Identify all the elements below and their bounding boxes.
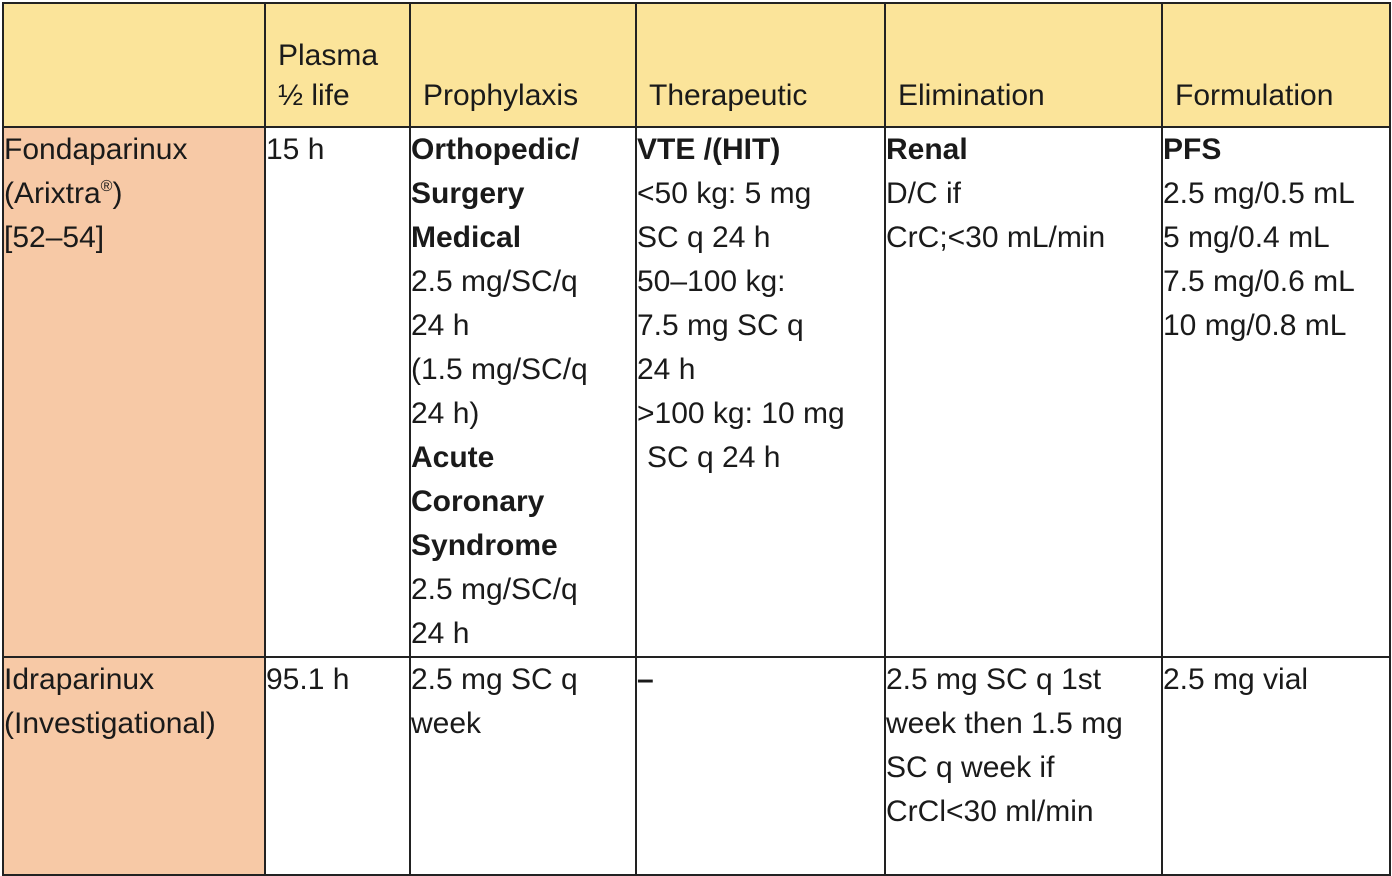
formulation-cell: [1162, 657, 1390, 875]
prophylaxis-dose: 2.5 mg SC q: [411, 663, 578, 696]
header-plasma-line2: ½ life: [278, 79, 350, 112]
prophylaxis-dose: week: [411, 707, 482, 740]
table-row-fondaparinux: [3, 127, 1390, 657]
elimination-text: SC q week if: [886, 751, 1055, 784]
prophylaxis-heading: Acute: [411, 441, 495, 474]
table-row-idraparinux: [3, 657, 1390, 875]
prophylaxis-dose: 24 h: [411, 309, 470, 342]
therapeutic-cell: [636, 657, 885, 875]
drug-reference: [52–54]: [4, 221, 105, 254]
prophylaxis-dose: 2.5 mg/SC/q: [411, 265, 578, 298]
therapeutic-dose: <50 kg: 5 mg: [637, 177, 812, 210]
drug-name-cell: [3, 127, 265, 657]
elimination-heading: Renal: [886, 133, 968, 166]
prophylaxis-heading: Surgery: [411, 177, 525, 210]
drug-name: Idraparinux: [4, 663, 155, 696]
prophylaxis-dose: 2.5 mg/SC/q: [411, 573, 578, 606]
half-life-value: 95.1 h: [266, 663, 350, 696]
formulation-item: 7.5 mg/0.6 mL: [1163, 265, 1355, 298]
elimination-text: CrC;<30 mL/min: [886, 221, 1106, 254]
therapeutic-dose: 7.5 mg SC q: [637, 309, 804, 342]
header-empty-cell: [3, 3, 265, 127]
formulation-item: 2.5 mg vial: [1163, 663, 1309, 696]
half-life-cell: [265, 657, 410, 875]
formulation-cell: [1162, 127, 1390, 657]
therapeutic-dose: 50–100 kg:: [637, 265, 786, 298]
header-therapeutic: Therapeutic: [636, 3, 885, 127]
prophylaxis-cell: [410, 657, 636, 875]
header-formulation: Formulation: [1162, 3, 1390, 127]
half-life-cell: [265, 127, 410, 657]
prophylaxis-heading: Syndrome: [411, 529, 558, 562]
therapeutic-dose: SC q 24 h: [637, 221, 771, 254]
header-elimination: Elimination: [885, 3, 1162, 127]
drug-name: Fondaparinux: [4, 133, 188, 166]
prophylaxis-heading: Coronary: [411, 485, 545, 518]
half-life-value: 15 h: [266, 133, 325, 166]
therapeutic-heading: VTE /(HIT): [637, 133, 781, 166]
elimination-text: week then 1.5 mg: [886, 707, 1123, 740]
formulation-item: 10 mg/0.8 mL: [1163, 309, 1347, 342]
elimination-text: D/C if: [886, 177, 961, 210]
elimination-cell: [885, 657, 1162, 875]
elimination-cell: [885, 127, 1162, 657]
therapeutic-dose: >100 kg: 10 mg: [637, 397, 845, 430]
drug-brand: [4, 172, 264, 216]
header-plasma-half-life: [265, 3, 410, 127]
prophylaxis-dose: 24 h): [411, 397, 480, 430]
drug-brand-text: (Arixtra: [4, 177, 101, 210]
prophylaxis-heading: Orthopedic/: [411, 133, 580, 166]
therapeutic-dose: SC q 24 h: [647, 441, 781, 474]
header-prophylaxis: Prophylaxis: [410, 3, 636, 127]
drug-brand-close: ): [112, 177, 123, 210]
prophylaxis-cell: [410, 127, 636, 657]
formulation-item: 2.5 mg/0.5 mL: [1163, 177, 1355, 210]
elimination-text: CrCl<30 ml/min: [886, 795, 1094, 828]
formulation-item: 5 mg/0.4 mL: [1163, 221, 1330, 254]
header-plasma-line1: Plasma: [278, 39, 379, 72]
therapeutic-dash: –: [637, 663, 654, 696]
formulation-heading: PFS: [1163, 133, 1222, 166]
registered-mark: ®: [100, 178, 113, 195]
therapeutic-dose: 24 h: [637, 353, 696, 386]
prophylaxis-heading: Medical: [411, 221, 522, 254]
prophylaxis-dose: 24 h: [411, 617, 470, 650]
table-header-row: [3, 3, 1390, 127]
drug-status: (Investigational): [4, 707, 216, 740]
drug-name-cell: [3, 657, 265, 875]
prophylaxis-dose: (1.5 mg/SC/q: [411, 353, 588, 386]
elimination-text: 2.5 mg SC q 1st: [886, 663, 1102, 696]
anticoagulant-table: [2, 2, 1391, 876]
therapeutic-cell: [636, 127, 885, 657]
